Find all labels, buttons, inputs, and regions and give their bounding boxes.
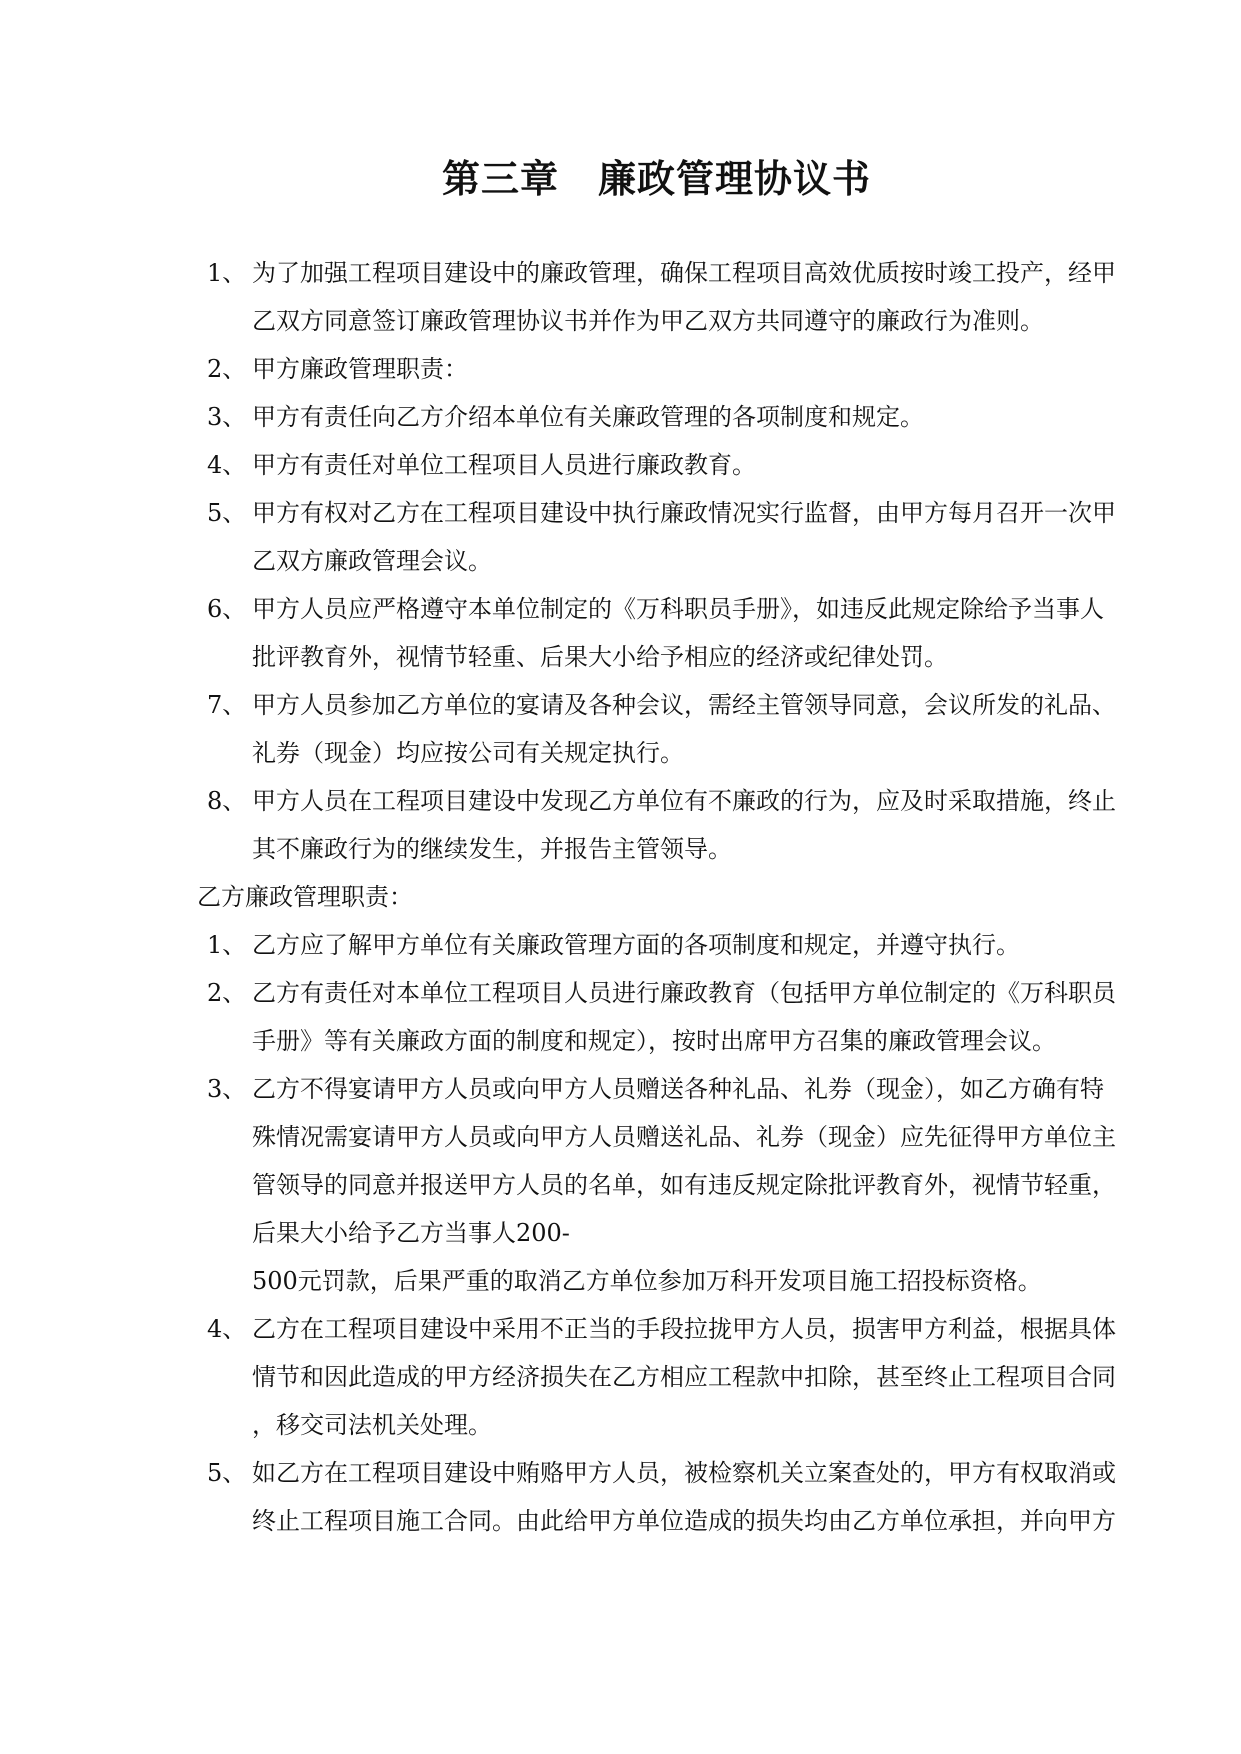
item-text-line: ，移交司法机关处理。 bbox=[252, 1411, 492, 1439]
item-text-line: 甲方廉政管理职责： bbox=[252, 355, 468, 383]
item-text-line: 情节和因此造成的甲方经济损失在乙方相应工程款中扣除，甚至终止工程项目合同 bbox=[252, 1363, 1116, 1391]
item-text-line: 甲方有权对乙方在工程项目建设中执行廉政情况实行监督，由甲方每月召开一次甲 bbox=[252, 499, 1116, 527]
item-text-line: 甲方人员在工程项目建设中发现乙方单位有不廉政的行为，应及时采取措施，终止 bbox=[252, 787, 1116, 815]
item-number: 7、 bbox=[207, 691, 247, 719]
item-text-line: 乙方在工程项目建设中采用不正当的手段拉拢甲方人员，损害甲方利益，根据具体 bbox=[252, 1315, 1116, 1343]
item-text-line: 批评教育外，视情节轻重、后果大小给予相应的经济或纪律处罚。 bbox=[252, 643, 948, 671]
item-text-line: 其不廉政行为的继续发生，并报告主管领导。 bbox=[252, 835, 732, 863]
section-heading: 乙方廉政管理职责： bbox=[197, 883, 413, 911]
item-number: 4、 bbox=[207, 1315, 247, 1343]
item-number: 5、 bbox=[207, 499, 247, 527]
item-text-line: 为了加强工程项目建设中的廉政管理，确保工程项目高效优质按时竣工投产，经甲 bbox=[252, 259, 1116, 287]
item-number: 6、 bbox=[207, 595, 247, 623]
item-text-line: 甲方人员参加乙方单位的宴请及各种会议，需经主管领导同意，会议所发的礼品、 bbox=[252, 691, 1116, 719]
item-number: 3、 bbox=[207, 403, 247, 431]
item-text-line: 甲方人员应严格遵守本单位制定的《万科职员手册》，如违反此规定除给予当事人 bbox=[252, 595, 1104, 623]
item-number: 8、 bbox=[207, 787, 247, 815]
page-title: 第三章 廉政管理协议书 bbox=[441, 157, 871, 201]
item-number: 2、 bbox=[207, 979, 247, 1007]
item-text-line: 甲方有责任向乙方介绍本单位有关廉政管理的各项制度和规定。 bbox=[252, 403, 924, 431]
item-number: 2、 bbox=[207, 355, 247, 383]
item-number: 1、 bbox=[207, 931, 247, 959]
item-text-line: 管领导的同意并报送甲方人员的名单，如有违反规定除批评教育外，视情节轻重， bbox=[252, 1171, 1116, 1199]
item-text-line: 乙双方廉政管理会议。 bbox=[252, 547, 492, 575]
item-text-line: 如乙方在工程项目建设中贿赂甲方人员，被检察机关立案查处的，甲方有权取消或 bbox=[252, 1459, 1116, 1487]
item-text-line: 礼券（现金）均应按公司有关规定执行。 bbox=[252, 739, 684, 767]
item-text-line: 乙方应了解甲方单位有关廉政管理方面的各项制度和规定，并遵守执行。 bbox=[252, 931, 1020, 959]
item-number: 5、 bbox=[207, 1459, 247, 1487]
item-text-line: 500元罚款，后果严重的取消乙方单位参加万科开发项目施工招投标资格。 bbox=[252, 1267, 1042, 1295]
item-number: 1、 bbox=[207, 259, 247, 287]
item-text-line: 乙方不得宴请甲方人员或向甲方人员赠送各种礼品、礼券（现金），如乙方确有特 bbox=[252, 1075, 1104, 1103]
item-text-line: 终止工程项目施工合同。由此给甲方单位造成的损失均由乙方单位承担，并向甲方 bbox=[252, 1507, 1116, 1535]
item-number: 4、 bbox=[207, 451, 247, 479]
item-number: 3、 bbox=[207, 1075, 247, 1103]
item-text-line: 殊情况需宴请甲方人员或向甲方人员赠送礼品、礼券（现金）应先征得甲方单位主 bbox=[252, 1123, 1116, 1151]
item-text-line: 手册》等有关廉政方面的制度和规定），按时出席甲方召集的廉政管理会议。 bbox=[252, 1027, 1056, 1055]
item-text-line: 乙方有责任对本单位工程项目人员进行廉政教育（包括甲方单位制定的《万科职员 bbox=[252, 979, 1116, 1007]
item-text-line: 甲方有责任对单位工程项目人员进行廉政教育。 bbox=[252, 451, 756, 479]
item-text-line: 乙双方同意签订廉政管理协议书并作为甲乙双方共同遵守的廉政行为准则。 bbox=[252, 307, 1044, 335]
item-text-line: 后果大小给予乙方当事人200- bbox=[252, 1219, 570, 1247]
